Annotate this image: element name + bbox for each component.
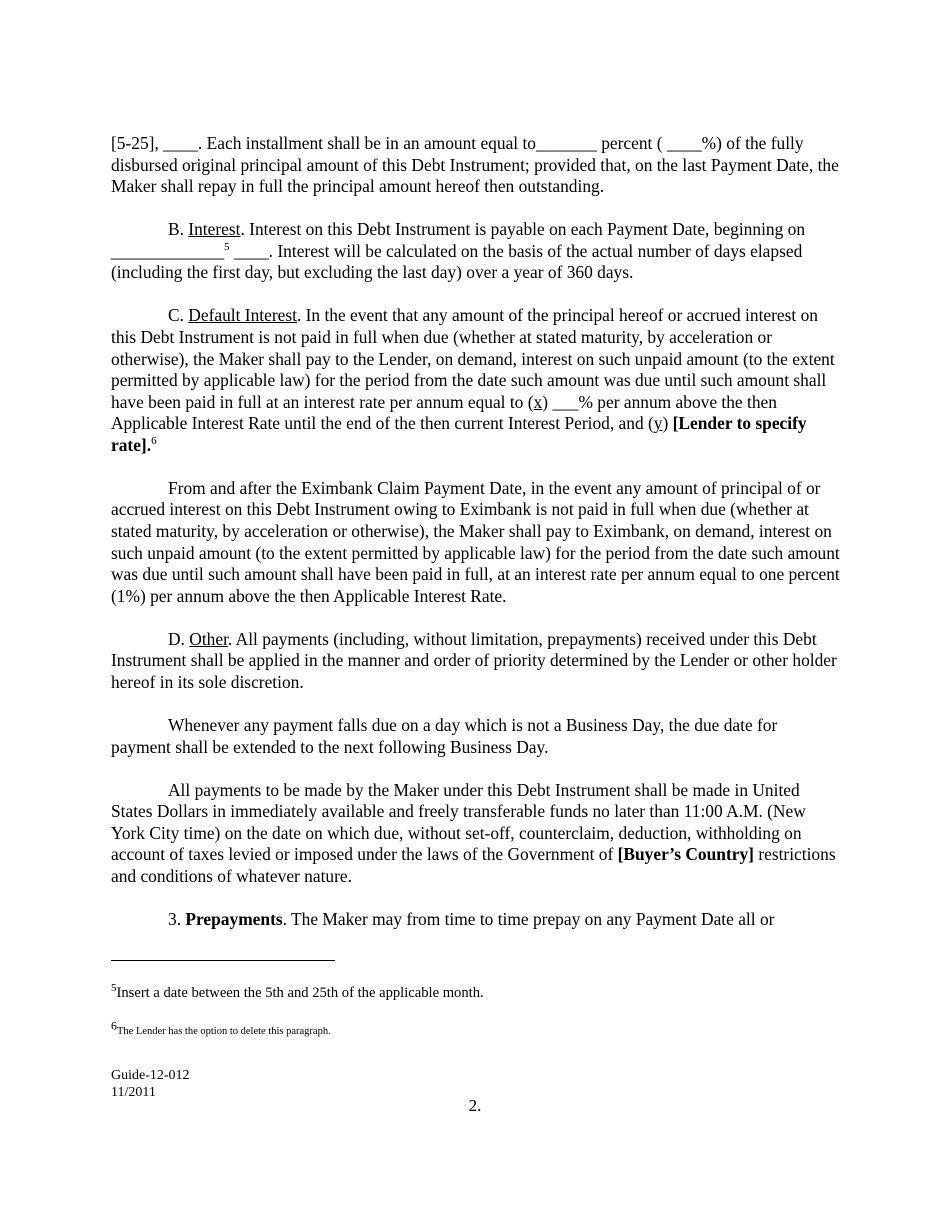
footnote-5 <box>111 984 484 1002</box>
business-day-paragraph: Whenever any payment falls due on a day which is not a Business Day, the due date for payment shall be extended to the next following Business Day. <box>111 715 778 757</box>
footnote-5-text: Insert a date between the 5th and 25th of the applicable month. <box>116 985 484 1001</box>
footnote-ref-6: 6 <box>151 435 157 448</box>
section-b-text-2: ____. Interest will be calculated on the basis of the actual number of days elapsed (including the first day, but excluding the last day) over a year of 360 days. <box>111 240 803 283</box>
section-d-text: . All payments (including, without limitation, prepayments) received under this Debt Instrument shall be applied in the manner and order of priority determined by the Lender or other holder hereof in its sole discretion. <box>111 628 837 693</box>
section-3-prepayments <box>111 909 841 931</box>
section-3-title: Prepayments <box>185 908 283 929</box>
section-c-text-1: . In the event that any amount of the principal hereof or accrued interest on this Debt Instrument is not paid in full when due (whether at stated maturity, by acceleration or otherwise), the Maker shall pay to the Lender, on demand, interest on such unpaid amount (to the extent permitted by applicable law) for the period from the date such amount was due until such amount shall have been paid in full at an interest rate per annum equal to ( <box>111 305 835 412</box>
section-3-text: . The Maker may from time to time prepay on any Payment Date all or <box>282 908 775 929</box>
section-b-label: B. <box>168 219 189 240</box>
section-c-label: C. <box>168 305 189 326</box>
section-c-text-3: ) <box>662 413 673 434</box>
guide-date: 11/2011 <box>111 1085 156 1100</box>
buyer-country-placeholder: [Buyer’s Country] <box>617 844 754 865</box>
section-c-default-interest <box>111 305 841 456</box>
payments-text-1: All payments to be made by the Maker under this Debt Instrument shall be made in United States Dollars in immediately available and freely transferable funds no later than 11:00 A.M. (New York City time) on the date on which due, without set-off, counterclaim, deduction, withholding on account of taxes levied or imposed under the laws of the Government of <box>111 779 806 865</box>
section-3-label: 3. <box>168 908 186 929</box>
section-d-other <box>111 629 841 694</box>
footnote-6-text: The Lender has the option to delete this paragraph. <box>117 1026 331 1037</box>
section-b-interest <box>111 219 841 284</box>
intro-paragraph: [5-25], ____. Each installment shall be in an amount equal to_______ percent ( ____%) of the fully disbursed original principal amount of this Debt Instrument; provided that, on the last Payment Date, the Maker shall repay in full the principal amount hereof then outstanding. <box>111 133 839 197</box>
guide-code: Guide-12-012 <box>111 1068 190 1083</box>
section-d-label: D. <box>168 628 190 649</box>
section-b-title: Interest <box>188 219 241 240</box>
body-text <box>111 133 841 952</box>
clause-x: x <box>533 391 543 412</box>
footnote-ref-5: 5 <box>224 240 230 253</box>
lender-rate-placeholder: [Lender to specify rate]. <box>111 413 807 455</box>
payments-text-2: restrictions and conditions of whatever nature. <box>111 844 836 886</box>
page-number: 2. <box>468 1096 482 1115</box>
section-c-text-2: ) ___% per annum above the then Applicable Interest Rate until the end of the then current Interest Period, and ( <box>111 391 777 434</box>
section-c-title: Default Interest <box>188 305 297 326</box>
section-d-title: Other <box>189 628 228 649</box>
footnote-6 <box>111 1018 331 1040</box>
footnote-separator <box>111 960 335 961</box>
footnote-5-number: 5 <box>111 982 117 995</box>
section-b-text-1: . Interest on this Debt Instrument is payable on each Payment Date, beginning on _____________ <box>111 219 806 261</box>
payments-paragraph <box>111 780 841 888</box>
clause-y: y <box>653 413 663 434</box>
eximbank-paragraph: From and after the Eximbank Claim Payment Date, in the event any amount of principal of or accrued interest on this Debt Instrument owing to Eximbank is not paid in full when due (whether at stated maturity, by acceleration or otherwise), the Maker shall pay to Eximbank, on demand, interest on such unpaid amount (to the extent permitted by applicable law) for the period from the date such amount was due until such amount shall have been paid in full, at an interest rate per annum equal to one percent (1%) per annum above the then Applicable Interest Rate. <box>111 477 840 606</box>
footnote-6-number: 6 <box>111 1018 117 1033</box>
